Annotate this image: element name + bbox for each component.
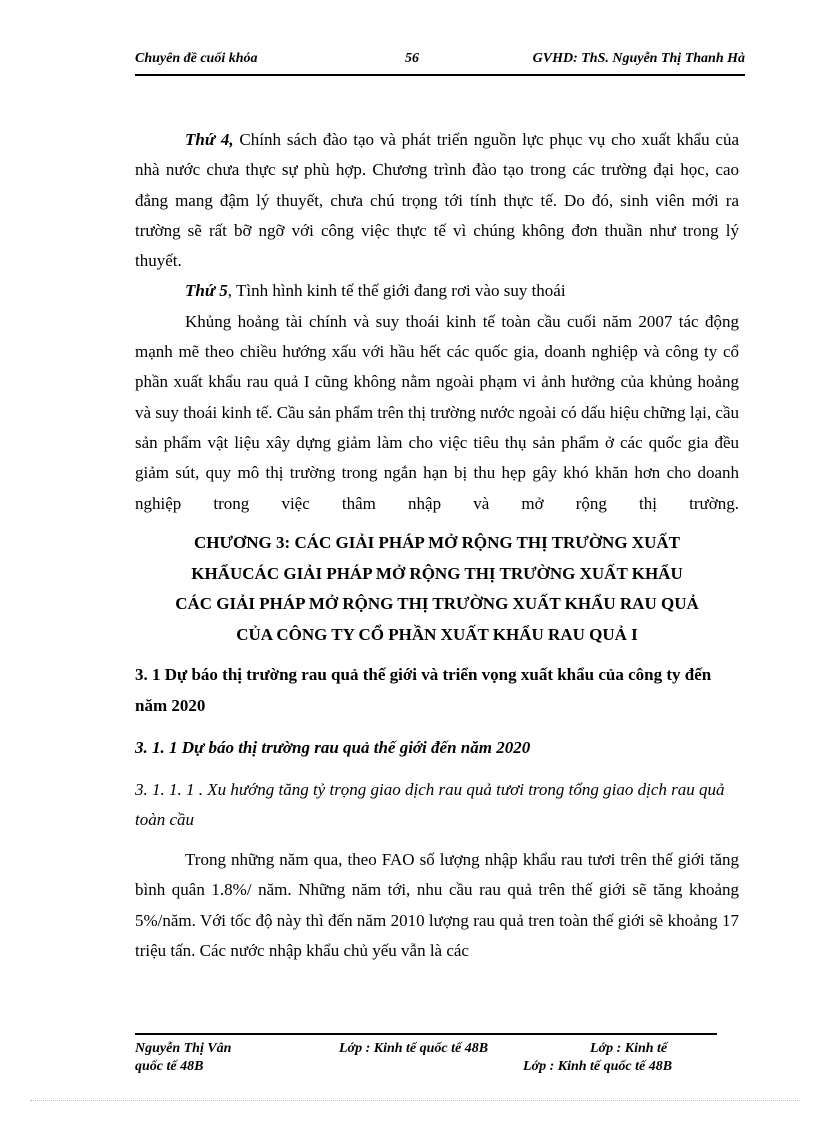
chapter-title-line: KHẨUCÁC GIẢI PHÁP MỞ RỘNG THỊ TRƯỜNG XUẤT KHẨU [191,563,683,583]
footer-class: Lớp : Kinh tế [590,1041,668,1056]
paragraph-fao: Trong những năm qua, theo FAO số lượng nhập khẩu rau tươi trên thế giới tăng bình quân 1.8%/ năm. Những năm tới, nhu cầu rau quả trên thế giới sẽ tăng khoảng 5%/năm. Với tốc độ này thì đến năm 2010 lượng rau quả tren toàn thế giới sẽ khoảng 17 triệu tấn. Các nước nhập khẩu chủ yếu vẫn là các [135,850,739,960]
chapter-title-line: CÁC GIẢI PHÁP MỞ RỘNG THỊ TRƯỜNG XUẤT KHẨU RAU QUẢ [175,594,699,614]
header-supervisor: GVHD: ThS. Nguyễn Thị Thanh Hà [532,51,745,66]
page-edge-divider [30,1100,800,1101]
paragraph-lead: Thứ 4, [185,130,234,149]
page-footer [135,1040,717,1076]
footer-divider [135,1033,717,1035]
footer-class: Lớp : Kinh tế quốc tế 48B [339,1041,489,1056]
chapter-title [135,528,739,651]
page-body [135,125,739,966]
page-header [135,48,745,76]
footer-row [135,1058,717,1076]
paragraph-thu-4 [135,125,739,276]
paragraph-text: , Tình hình kinh tế thế giới đang rơi vào suy thoái [227,281,566,301]
paragraph-lead: Thứ 5 [185,281,228,301]
section-heading-3-1-1-1: 3. 1. 1. 1 . Xu hướng tăng tỷ trọng giao dịch rau quả tươi trong tổng giao dịch rau quả toàn cầu [135,780,725,830]
chapter-title-line: CỦA CÔNG TY CỔ PHẦN XUẤT KHẨU RAU QUẢ I [236,625,638,645]
footer-text: quốc tế 48B [135,1059,204,1074]
footer-row [135,1040,717,1058]
paragraph-text: Chính sách đào tạo và phát triển nguồn lực phục vụ cho xuất khẩu của nhà nước chưa thực sự phù hợp. Chương trình đào tạo trong các trường đại học, cao đẳng mang đậm lý thuyết, chưa chú trọng tới tính thực tế. Do đó, sinh viên mới ra trường sẽ rất bỡ ngỡ với công việc thực tế vì chúng không đơn thuần như trong lý thuyết. [135,130,739,271]
section-heading-3-1: 3. 1 Dự báo thị trường rau quả thế giới và triển vọng xuất khẩu của công ty đến năm 2020 [135,665,712,716]
paragraph-khung-hoang: Khủng hoảng tài chính và suy thoái kinh tế toàn cầu cuối năm 2007 tác động mạnh mẽ theo chiều hướng xấu với hầu hết các quốc gia, doanh nghiệp và công ty cổ phần xuất khẩu rau quả I cũng không nằm ngoài phạm vi ảnh hưởng của khủng hoảng và suy thoái kinh tế. Cầu sản phẩm trên thị trường nước ngoài có dấu hiệu chững lại, cầu sản phẩm vật liệu xây dựng giảm làm cho việc tiêu thụ sản phẩm ở các quốc gia đều giảm sút, quy mô thị trường trong ngắn hạn bị thu hẹp gây khó khăn hơn cho doanh nghiệp trong việc thâm nhập và mở rộng thị trường. [135,311,739,513]
footer-author: Nguyễn Thị Vân [135,1041,232,1056]
chapter-title-line: CHƯƠNG 3: CÁC GIẢI PHÁP MỞ RỘNG THỊ TRƯỜNG XUẤT [194,532,680,552]
footer-class: Lớp : Kinh tế quốc tế 48B [523,1059,673,1074]
header-title: Chuyên đề cuối khóa [135,51,258,66]
paragraph-thu-5 [135,276,739,306]
section-heading-3-1-1: 3. 1. 1 Dự báo thị trường rau quả thế giới đến năm 2020 [135,738,531,758]
page-number: 56 [405,51,419,66]
